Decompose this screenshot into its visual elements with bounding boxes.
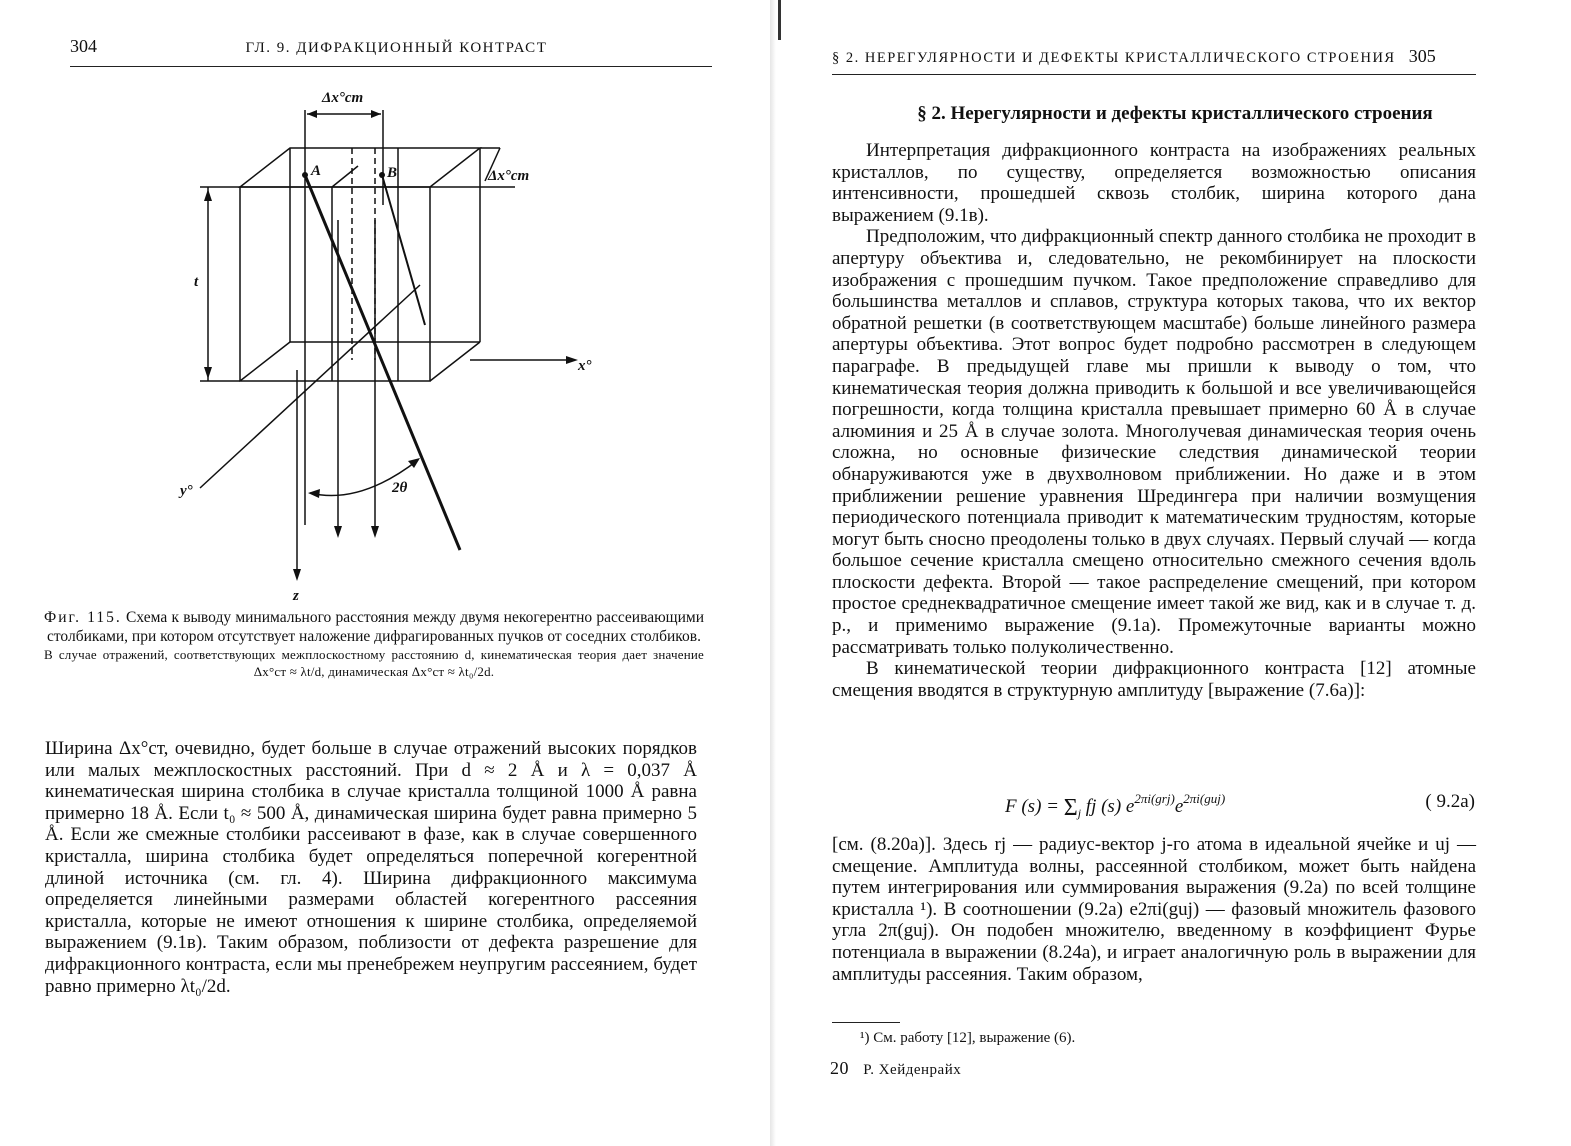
left-header-title: ГЛ. 9. ДИФРАКЦИОННЫЙ КОНТРАСТ xyxy=(245,40,548,56)
point-b-label: B xyxy=(387,165,398,181)
section-title: § 2. Нерегулярности и дефекты кристаллического строения xyxy=(917,103,1433,124)
crystal-front-face xyxy=(240,187,430,381)
signature-number: 20 xyxy=(830,1058,849,1078)
equation-9-2a xyxy=(830,787,1475,827)
y-axis-label: y° xyxy=(180,483,193,499)
figure-caption-note: В случае отражений, соответствующих межплоскостному расстоянию d, кинематическая теория дает значение Δx°ст ≈ λt/d, динамическая Δx°ст ≈ λt₀/2d. xyxy=(44,647,704,679)
signature-name: Р. Хейденрайх xyxy=(863,1062,962,1078)
diffracted-beam-b xyxy=(382,175,425,325)
right-page xyxy=(770,0,1571,1146)
point-a-label: A xyxy=(311,163,322,179)
dx-right-label: Δx°ст xyxy=(488,168,530,184)
left-page-number: 304 xyxy=(70,36,97,56)
thickness-label: t xyxy=(194,274,199,290)
right-header-rule xyxy=(832,74,1476,75)
right-paragraph-4: [см. (8.20а)]. Здесь rj — радиус-вектор j-го атома в идеальной ячейке и uj — смещение. Амплитуда волны, рассеянной столбиком, может быть найдена путем интегрирования или суммирования выражения (9.2а) по всей толщине кристалла ¹). В соотношении (9.2а) e2πi(guj) — фазовый множитель фазового угла 2π(guj). Он подобен множителю, введенному в коэффициент Фурье потенциала в выражении (8.24а), и играет аналогичную роль в выражении для амплитуды рассеяния. Таким образом, xyxy=(832,834,1476,985)
dx-top-label: Δx°ст xyxy=(322,90,364,106)
printer-signature xyxy=(830,1058,961,1079)
angle-label: 2θ xyxy=(392,480,408,496)
point-a-marker xyxy=(302,172,308,178)
right-paragraph-1: Интерпретация дифракционного контраста на изображениях реальных кристаллов, по существу, определяется возможностью описания интенсивности, прошедшей сквозь столбик, ширина которого дана выражением (9.1в). xyxy=(832,140,1476,226)
crystal-top-face xyxy=(240,148,480,187)
right-running-head xyxy=(832,46,1436,67)
figure-caption xyxy=(44,608,704,680)
footnote: ¹) См. работу [12], выражение (6). xyxy=(860,1030,1076,1046)
footnote-rule xyxy=(832,1022,900,1023)
left-running-head xyxy=(70,36,547,57)
left-paragraph: Ширина Δx°ст, очевидно, будет больше в случае отражений высоких порядков или малых межплоскостных расстояний. При d ≈ 2 Å и λ = 0,037 Å кинематическая ширина столбика в случае кристалла толщиной 1000 Å равна примерно 18 Å. Если t₀ ≈ 500 Å, динамическая ширина будет равна примерно 5 Å. Если же смежные столбики рассеивают в фазе, как в случае совершенного кристалла, ширина столбика будет определяться поперечной когерентной длиной источника (см. гл. 4). Ширина дифракционного максимума определяется линейными размерами областей когерентного рассеяния кристалла, которые не имеют отношения к ширине столбика, определяемой выражением (9.1в). Таким образом, поблизости от дефекта разрешение для дифракционного контраста, если мы пренебрежем неупругим рассеянием, будет равно примерно λt₀/2d. xyxy=(45,738,697,997)
left-body-text xyxy=(45,738,697,997)
figure-caption-title: Схема к выводу минимального расстояния между двумя некогерентно рассеивающими столбиками, при котором отсутствует наложение дифрагированных пучков от соседних столбиков. xyxy=(46,609,705,645)
left-header-rule xyxy=(70,66,712,67)
diffracted-beam-a xyxy=(305,175,460,550)
equation-number: ( 9.2а) xyxy=(1425,791,1475,812)
right-body-text xyxy=(832,140,1476,701)
equation-body: F $(s) = \Sigma_j$ fj (s) $e^{2\pi i(grj)}e^{2\pi i(guj)}$ xyxy=(1005,791,1226,821)
right-paragraph-3: В кинематической теории дифракционного контраста [12] атомные смещения вводятся в структурную амплитуду [выражение (7.6а)]: xyxy=(832,658,1476,701)
point-b-marker xyxy=(379,172,385,178)
y-axis xyxy=(200,285,420,488)
right-body-text-after-formula xyxy=(832,834,1476,985)
right-paragraph-2: Предположим, что дифракционный спектр данного столбика не проходит в апертуру объектива и, следовательно, не рекомбинирует на плоскости изображения с прошедшим пучком. Такое предположение справедливо для большинства металлов и сплавов, структура которых такова, что их вектор обратной решетки (в соответствующем масштабе) больше линейного размера апертуры объектива. Этот вопрос будет подробно рассмотрен в следующем параграфе. В предыдущей главе мы пришли к выводу о том, что кинематическая теория должна приводить к большой и все увеличивающейся погрешности, когда толщина кристалла превышает примерно 60 Å в случае алюминия и 25 Å в случае золота. Многолучевая динамическая теория очень сложна, но основные физические следствия динамической теории обнаруживаются уже в двухволновом приближении. Но даже и в этом приближении решение уравнения Шредингера при наличии возмущения периодического потенциала приводит к математическим трудностям, которые могут быть сносно преодолены только в двух случаях. Первый случай — когда большое сечение кристалла смещено относительно смежного сечения вдоль плоскости дефекта. Второй — такое распределение смещений, при котором простое среднеквадратичное смещение имеет такой же вид, как и в случае т. д. р., и применимо выражение (9.1а). Промежуточные варианты можно рассматривать только полуколичественно. xyxy=(832,226,1476,658)
right-page-number: 305 xyxy=(1408,46,1436,66)
figure-115-diagram xyxy=(170,80,592,610)
figure-label: Фиг. 115. xyxy=(44,609,122,626)
z-axis-label: z xyxy=(293,588,299,604)
left-page xyxy=(0,0,760,1146)
x-axis-label: x° xyxy=(578,358,592,374)
right-header-title: § 2. НЕРЕГУЛЯРНОСТИ И ДЕФЕКТЫ КРИСТАЛЛИЧЕСКОГО СТРОЕНИЯ xyxy=(832,50,1396,66)
